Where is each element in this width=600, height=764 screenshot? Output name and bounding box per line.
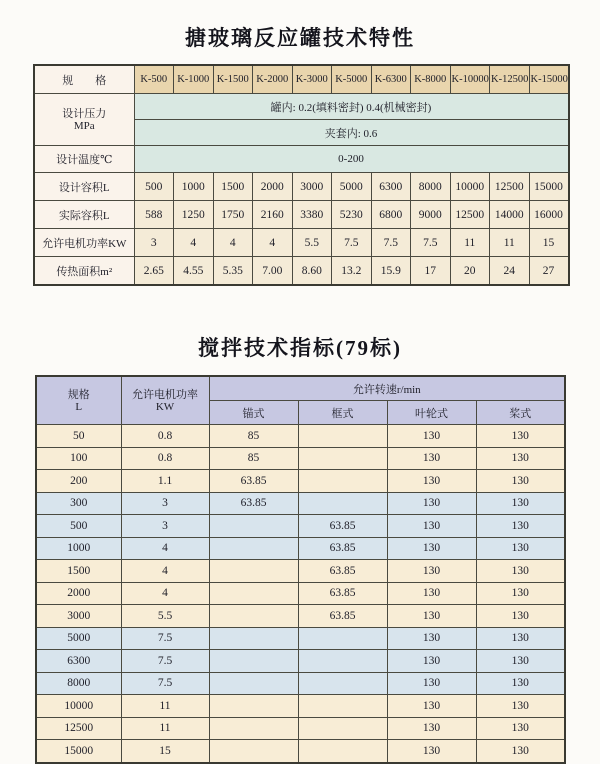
power-cell: 3 bbox=[121, 515, 209, 538]
anchor-cell: 85 bbox=[209, 425, 298, 448]
frame-cell bbox=[298, 492, 387, 515]
impeller-cell: 130 bbox=[387, 650, 476, 673]
mixing-table-title: 搅拌技术指标(79标) bbox=[198, 336, 402, 360]
reactor-table-title: 搪玻璃反应罐技术特性 bbox=[185, 26, 415, 50]
model-column-header: K-15000 bbox=[529, 65, 569, 94]
paddle-cell: 130 bbox=[476, 470, 565, 493]
anchor-cell bbox=[209, 582, 298, 605]
spec-value-row bbox=[34, 257, 569, 286]
power-cell: 4 bbox=[121, 582, 209, 605]
impeller-cell: 130 bbox=[387, 515, 476, 538]
value-cell: 15000 bbox=[529, 173, 569, 201]
value-cell: 11 bbox=[450, 229, 490, 257]
frame-cell bbox=[298, 425, 387, 448]
impeller-cell: 130 bbox=[387, 470, 476, 493]
power-cell: 7.5 bbox=[121, 672, 209, 695]
power-cell: 11 bbox=[121, 717, 209, 740]
impeller-cell: 130 bbox=[387, 627, 476, 650]
frame-cell bbox=[298, 447, 387, 470]
power-cell: 15 bbox=[121, 740, 209, 763]
anchor-cell bbox=[209, 695, 298, 718]
value-cell: 12500 bbox=[450, 201, 490, 229]
value-cell: 2.65 bbox=[134, 257, 174, 286]
spec-cell: 15000 bbox=[36, 740, 121, 763]
model-column-header: K-6300 bbox=[371, 65, 411, 94]
mixer-spec-row bbox=[36, 492, 565, 515]
tank-pressure-value: 罐内: 0.2(填料密封) 0.4(机械密封) bbox=[134, 94, 569, 120]
anchor-cell bbox=[209, 515, 298, 538]
spec-header-unit: L bbox=[75, 400, 83, 413]
anchor-cell: 85 bbox=[209, 447, 298, 470]
frame-cell bbox=[298, 470, 387, 493]
value-cell: 17 bbox=[411, 257, 451, 286]
paddle-cell: 130 bbox=[476, 740, 565, 763]
value-cell: 7.00 bbox=[253, 257, 293, 286]
value-cell: 2160 bbox=[253, 201, 293, 229]
paddle-cell: 130 bbox=[476, 425, 565, 448]
value-cell: 588 bbox=[134, 201, 174, 229]
mixer-spec-row bbox=[36, 582, 565, 605]
paddle-cell: 130 bbox=[476, 695, 565, 718]
power-cell: 4 bbox=[121, 537, 209, 560]
value-cell: 3380 bbox=[292, 201, 332, 229]
model-column-header: K-1000 bbox=[174, 65, 214, 94]
design-temperature-label: 设计温度℃ bbox=[34, 146, 134, 173]
spec-cell: 8000 bbox=[36, 672, 121, 695]
row-label: 传热面积m² bbox=[34, 257, 134, 286]
value-cell: 6800 bbox=[371, 201, 411, 229]
spec-cell: 300 bbox=[36, 492, 121, 515]
paddle-cell: 130 bbox=[476, 627, 565, 650]
impeller-cell: 130 bbox=[387, 717, 476, 740]
model-column-header: K-500 bbox=[134, 65, 174, 94]
value-cell: 14000 bbox=[490, 201, 530, 229]
value-cell: 1250 bbox=[174, 201, 214, 229]
frame-cell bbox=[298, 695, 387, 718]
value-cell: 1000 bbox=[174, 173, 214, 201]
spec-value-row bbox=[34, 229, 569, 257]
value-cell: 11 bbox=[490, 229, 530, 257]
design-pressure-label bbox=[34, 94, 134, 146]
anchor-cell bbox=[209, 672, 298, 695]
anchor-cell bbox=[209, 537, 298, 560]
mixer-spec-row bbox=[36, 470, 565, 493]
frame-cell bbox=[298, 650, 387, 673]
value-cell: 500 bbox=[134, 173, 174, 201]
impeller-cell: 130 bbox=[387, 740, 476, 763]
power-cell: 11 bbox=[121, 695, 209, 718]
mixer-spec-row bbox=[36, 425, 565, 448]
value-cell: 5230 bbox=[332, 201, 372, 229]
spec-cell: 10000 bbox=[36, 695, 121, 718]
frame-cell: 63.85 bbox=[298, 515, 387, 538]
paddle-cell: 130 bbox=[476, 537, 565, 560]
power-cell: 5.5 bbox=[121, 605, 209, 628]
value-cell: 12500 bbox=[490, 173, 530, 201]
frame-cell bbox=[298, 740, 387, 763]
spec-cell: 1500 bbox=[36, 560, 121, 583]
mixing-spec-table bbox=[35, 375, 566, 764]
spec-cell: 3000 bbox=[36, 605, 121, 628]
mixer-spec-row bbox=[36, 695, 565, 718]
spec-cell: 200 bbox=[36, 470, 121, 493]
value-cell: 6300 bbox=[371, 173, 411, 201]
value-cell: 1750 bbox=[213, 201, 253, 229]
mixer-spec-row bbox=[36, 447, 565, 470]
frame-cell bbox=[298, 627, 387, 650]
spec-cell: 5000 bbox=[36, 627, 121, 650]
value-cell: 9000 bbox=[411, 201, 451, 229]
impeller-cell: 130 bbox=[387, 492, 476, 515]
power-cell: 3 bbox=[121, 492, 209, 515]
mixer-spec-row bbox=[36, 515, 565, 538]
value-cell: 8.60 bbox=[292, 257, 332, 286]
spec-cell: 6300 bbox=[36, 650, 121, 673]
mixer-spec-row bbox=[36, 717, 565, 740]
paddle-cell: 130 bbox=[476, 672, 565, 695]
frame-cell: 63.85 bbox=[298, 582, 387, 605]
speed-group-header: 允许转速r/min bbox=[209, 376, 565, 401]
value-cell: 15 bbox=[529, 229, 569, 257]
frame-cell bbox=[298, 672, 387, 695]
paddle-cell: 130 bbox=[476, 447, 565, 470]
model-column-header: K-3000 bbox=[292, 65, 332, 94]
spec-cell: 50 bbox=[36, 425, 121, 448]
design-pressure-unit: MPa bbox=[73, 119, 95, 132]
frame-cell: 63.85 bbox=[298, 537, 387, 560]
power-cell: 7.5 bbox=[121, 650, 209, 673]
impeller-type-header: 叶轮式 bbox=[387, 401, 476, 425]
value-cell: 13.2 bbox=[332, 257, 372, 286]
design-temperature-value: 0-200 bbox=[134, 146, 569, 173]
mixer-spec-row bbox=[36, 740, 565, 763]
mixer-spec-row bbox=[36, 650, 565, 673]
power-cell: 0.8 bbox=[121, 425, 209, 448]
spec-column-header bbox=[36, 376, 121, 425]
mixing-header-row-1 bbox=[36, 376, 565, 401]
impeller-cell: 130 bbox=[387, 672, 476, 695]
design-pressure-row-tank bbox=[34, 94, 569, 120]
spec-value-row bbox=[34, 201, 569, 229]
paddle-cell: 130 bbox=[476, 560, 565, 583]
power-header-cn: 允许电机功率 bbox=[132, 388, 198, 401]
value-cell: 3000 bbox=[292, 173, 332, 201]
value-cell: 15.9 bbox=[371, 257, 411, 286]
anchor-cell bbox=[209, 740, 298, 763]
model-column-header: K-1500 bbox=[213, 65, 253, 94]
row-label: 允许电机功率KW bbox=[34, 229, 134, 257]
anchor-cell bbox=[209, 650, 298, 673]
paddle-type-header: 桨式 bbox=[476, 401, 565, 425]
value-cell: 27 bbox=[529, 257, 569, 286]
anchor-type-header: 锚式 bbox=[209, 401, 298, 425]
power-cell: 7.5 bbox=[121, 627, 209, 650]
value-cell: 4 bbox=[213, 229, 253, 257]
impeller-cell: 130 bbox=[387, 425, 476, 448]
frame-cell: 63.85 bbox=[298, 605, 387, 628]
frame-cell bbox=[298, 717, 387, 740]
mixer-spec-row bbox=[36, 605, 565, 628]
model-column-header: K-5000 bbox=[332, 65, 372, 94]
design-pressure-label-cn: 设计压力 bbox=[62, 107, 107, 120]
anchor-cell bbox=[209, 627, 298, 650]
impeller-cell: 130 bbox=[387, 582, 476, 605]
paddle-cell: 130 bbox=[476, 650, 565, 673]
value-cell: 7.5 bbox=[411, 229, 451, 257]
paddle-cell: 130 bbox=[476, 492, 565, 515]
value-cell: 1500 bbox=[213, 173, 253, 201]
power-column-header bbox=[121, 376, 209, 425]
spec-value-row bbox=[34, 173, 569, 201]
spec-cell: 100 bbox=[36, 447, 121, 470]
paddle-cell: 130 bbox=[476, 582, 565, 605]
anchor-cell: 63.85 bbox=[209, 470, 298, 493]
power-cell: 0.8 bbox=[121, 447, 209, 470]
value-cell: 5.5 bbox=[292, 229, 332, 257]
anchor-cell bbox=[209, 560, 298, 583]
paddle-cell: 130 bbox=[476, 605, 565, 628]
row-label: 设计容积L bbox=[34, 173, 134, 201]
value-cell: 24 bbox=[490, 257, 530, 286]
spec-cell: 2000 bbox=[36, 582, 121, 605]
spec-cell: 1000 bbox=[36, 537, 121, 560]
value-cell: 7.5 bbox=[332, 229, 372, 257]
value-cell: 2000 bbox=[253, 173, 293, 201]
value-cell: 10000 bbox=[450, 173, 490, 201]
impeller-cell: 130 bbox=[387, 560, 476, 583]
value-cell: 5000 bbox=[332, 173, 372, 201]
spec-header-cn: 规格 bbox=[67, 388, 90, 401]
value-cell: 4.55 bbox=[174, 257, 214, 286]
impeller-cell: 130 bbox=[387, 447, 476, 470]
value-cell: 4 bbox=[174, 229, 214, 257]
value-cell: 5.35 bbox=[213, 257, 253, 286]
spec-cell: 500 bbox=[36, 515, 121, 538]
mixer-spec-row bbox=[36, 672, 565, 695]
spec-cell: 12500 bbox=[36, 717, 121, 740]
row-label: 实际容积L bbox=[34, 201, 134, 229]
value-cell: 16000 bbox=[529, 201, 569, 229]
value-cell: 7.5 bbox=[371, 229, 411, 257]
anchor-cell bbox=[209, 717, 298, 740]
mixer-spec-row bbox=[36, 627, 565, 650]
design-temperature-row bbox=[34, 146, 569, 173]
mixer-spec-row bbox=[36, 537, 565, 560]
model-column-header: K-10000 bbox=[450, 65, 490, 94]
power-header-unit: KW bbox=[155, 400, 175, 413]
impeller-cell: 130 bbox=[387, 537, 476, 560]
value-cell: 20 bbox=[450, 257, 490, 286]
jacket-pressure-value: 夹套内: 0.6 bbox=[134, 120, 569, 146]
anchor-cell bbox=[209, 605, 298, 628]
mixer-spec-row bbox=[36, 560, 565, 583]
frame-cell: 63.85 bbox=[298, 560, 387, 583]
impeller-cell: 130 bbox=[387, 605, 476, 628]
frame-type-header: 框式 bbox=[298, 401, 387, 425]
model-column-header: K-12500 bbox=[490, 65, 530, 94]
paddle-cell: 130 bbox=[476, 515, 565, 538]
model-column-header: K-8000 bbox=[411, 65, 451, 94]
value-cell: 4 bbox=[253, 229, 293, 257]
model-column-header: K-2000 bbox=[253, 65, 293, 94]
spec-header-row bbox=[34, 65, 569, 94]
power-cell: 4 bbox=[121, 560, 209, 583]
value-cell: 8000 bbox=[411, 173, 451, 201]
anchor-cell: 63.85 bbox=[209, 492, 298, 515]
paddle-cell: 130 bbox=[476, 717, 565, 740]
reactor-spec-table bbox=[33, 64, 570, 286]
spec-header-label: 规 格 bbox=[34, 65, 134, 94]
value-cell: 3 bbox=[134, 229, 174, 257]
power-cell: 1.1 bbox=[121, 470, 209, 493]
impeller-cell: 130 bbox=[387, 695, 476, 718]
